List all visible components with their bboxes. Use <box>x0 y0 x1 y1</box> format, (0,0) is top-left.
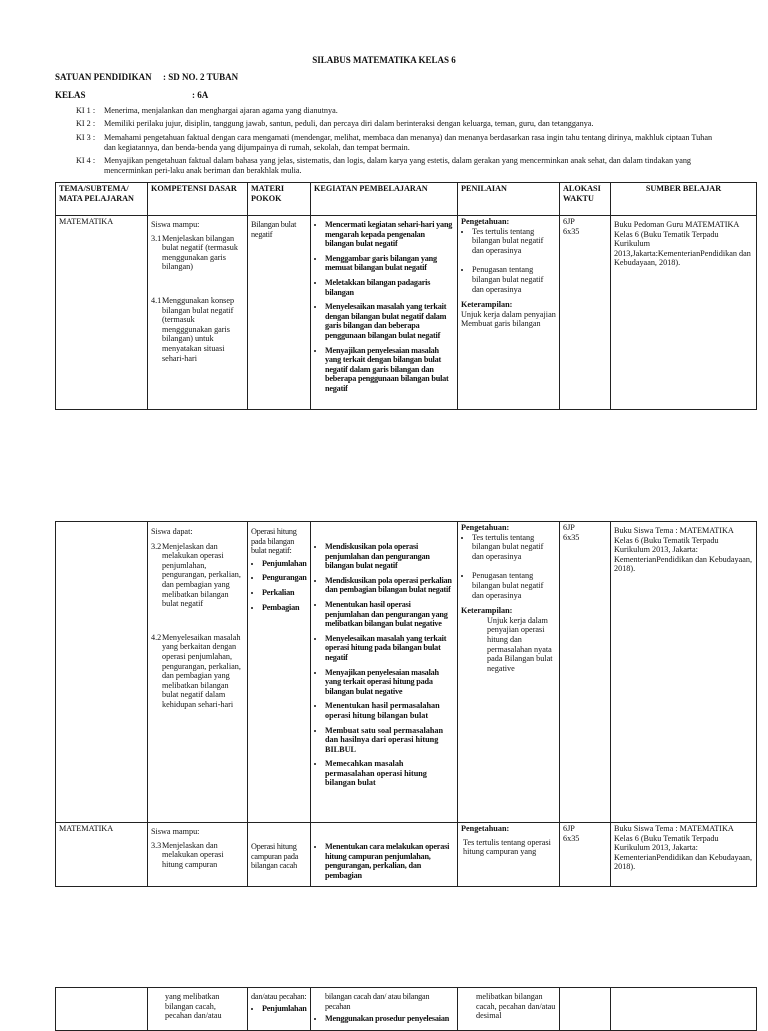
keterampilan-label: Keterampilan: <box>461 606 513 616</box>
kd-cell <box>148 823 248 887</box>
ki-3 <box>76 133 716 153</box>
kegiatan-item: • Menyajikan penyelesaian masalah yang terkait dengan bilangan bulat negatif dalam garis bilangan dan beberapa penggunaan bilangan bulat negatif <box>325 346 454 394</box>
kd-item <box>151 542 244 609</box>
kegiatan-item: • Menyelesaikan masalah yang terkait operasi hitung pada bilangan bulat negatif <box>325 634 454 663</box>
kd-cell <box>148 216 248 410</box>
table-row <box>56 216 757 410</box>
kegiatan-item: • Memecahkan masalah permasalahan operasi hitung bilangan bulat <box>325 759 454 788</box>
sumber-text: Buku Siswa Tema : MATEMATIKA Kelas 6 (Buku Tematik Terpadu Kurikulum 2013, Jakarta: KementerianPendidikan dan Kebudayaan, 2018). <box>614 824 753 872</box>
table-row <box>56 823 757 887</box>
pengetahuan-label: Pengetahuan: <box>461 217 510 226</box>
sumber-text: Buku Pedoman Guru MATEMATIKA Kelas 6 (Buku Tematik Terpadu Kurikulum 2013,Jakarta:KementerianPendidikan dan Kebudayaan, 2018). <box>614 220 751 268</box>
kd-text: yang melibatkan bilangan cacah, pecahan dan/atau <box>165 992 222 1021</box>
syllabus-table-1 <box>55 182 757 410</box>
materi-item: • Pengurangan <box>262 573 307 583</box>
ki-text: Memiliki perilaku jujur, disiplin, tanggung jawab, santun, peduli, dan percaya diri dalam berinteraksi dengan keluarga, teman, guru, dan tetangganya. <box>104 119 594 128</box>
kelas-label: KELAS <box>55 90 86 100</box>
materi-item: • Perkalian <box>262 588 307 598</box>
kegiatan-item: • Mendiskusikan pola operasi perkalian dan pembagian bilangan bulat negatif <box>325 576 454 595</box>
header-kompetensi: KOMPETENSI DASAR <box>148 183 248 216</box>
alokasi-jp: 6JP <box>563 824 575 833</box>
penilaian-cell <box>458 522 560 823</box>
penilaian-item: • Tes tertulis tentang bilangan bulat negatif dan operasinya <box>472 533 556 562</box>
kegiatan-item: • Menggunakan prosedur penyelesaian <box>325 1014 454 1024</box>
kd-cell <box>148 522 248 823</box>
alokasi-menit: 6x35 <box>563 833 580 843</box>
kegiatan-item: • Menentukan cara melakukan operasi hitung campuran penjumlahan, pengurangan, perkalian, dan pembagian <box>325 842 454 880</box>
kd-item <box>151 841 244 870</box>
keterampilan-text: Unjuk kerja dalam penyajian operasi hitung dan permasalahan nyata pada Bilangan bulat negative <box>487 615 553 673</box>
materi-text: Bilangan bulat negatif <box>251 220 297 239</box>
kelas-value: : 6A <box>192 90 209 100</box>
penilaian-cell <box>458 216 560 410</box>
kd-num: 3.1 <box>151 233 162 243</box>
kd-intro: Siswa mampu: <box>151 827 200 836</box>
kd-text: Menjelaskan bilangan bulat negatif (termasuk menggunakan garis bilangan) <box>162 233 238 272</box>
page-title: SILABUS MATEMATIKA KELAS 6 <box>312 55 456 65</box>
kd-intro: Siswa dapat: <box>151 527 193 536</box>
satuan-label: SATUAN PENDIDIKAN <box>55 72 152 82</box>
materi-item: • Penjumlahan <box>262 1004 307 1014</box>
kegiatan-item: • Menentukan hasil permasalahan operasi hitung bilangan bulat <box>325 701 454 720</box>
sumber-text: Buku Siswa Tema : MATEMATIKA Kelas 6 (Buku Tematik Terpadu Kurikulum 2013, Jakarta: KementerianPendidikan dan Kebudayaan, 2018). <box>614 526 753 574</box>
kd-num: 3.3 <box>151 840 162 850</box>
alokasi-jp: 6JP <box>563 523 575 532</box>
keterampilan-text: Unjuk kerja dalam penyajian <box>461 309 556 319</box>
alokasi-cell <box>560 823 611 887</box>
pengetahuan-label: Pengetahuan: <box>461 523 510 532</box>
penilaian-cell <box>458 823 560 887</box>
kd-num: 4.2 <box>151 632 162 642</box>
keterampilan-label: Keterampilan: <box>461 300 513 310</box>
kd-num: 4.1 <box>151 295 162 305</box>
sumber-cell <box>611 823 757 887</box>
penilaian-item: • Tes tertulis tentang bilangan bulat negatif dan operasinya <box>472 227 556 256</box>
penilaian-item: • Penugasan tentang bilangan bulat negatif dan operasinya <box>472 571 556 600</box>
materi-text: Operasi hitung pada bilangan bulat negatif: <box>251 527 297 556</box>
kegiatan-item: • Menyelesaikan masalah yang terkait dengan bilangan bulat negatif dalam garis bilangan dan beberapa penggunaan bilangan bulat negatif <box>325 302 454 340</box>
ki-1 <box>76 106 716 116</box>
penilaian-text: melibatkan bilangan cacah, pecahan dan/atau desimal <box>476 992 556 1021</box>
kegiatan-item: • Membuat satu soal permasalahan dan hasilnya dari operasi hitung BILBUL <box>325 726 454 755</box>
kegiatan-item: • Menentukan hasil operasi penjumlahan dan pengurangan yang melibatkan bilangan bulat negative <box>325 600 454 629</box>
syllabus-table-2 <box>55 521 757 887</box>
sumber-cell <box>611 522 757 823</box>
alokasi-cell <box>560 522 611 823</box>
table-row <box>56 522 757 823</box>
kd-text: Menggunakan konsep bilangan bulat negatif (termasuk mengggunakan garis bilangan) untuk menyatakan situasi sehari-hari <box>162 295 235 363</box>
ki-code: KI 1 : <box>76 106 96 115</box>
satuan-value: : SD NO. 2 TUBAN <box>163 72 239 82</box>
header-sumber: SUMBER BELAJAR <box>611 183 757 216</box>
materi-cell <box>248 823 311 887</box>
materi-item: • Penjumlahan <box>262 559 307 569</box>
ki-4 <box>76 156 716 176</box>
ki-text: Menyajikan pengetahuan faktual dalam bahasa yang jelas, sistematis, dan logis, dalam karya yang estetis, dalam gerakan yang mencerminkan anak sehat, dan dalam tindakan yang mencerminkan peri-laku anak beriman dan berakhlak mulia. <box>104 156 692 175</box>
kd-item <box>151 296 244 363</box>
ki-code: KI 2 : <box>76 119 96 128</box>
kegiatan-item: • Mendiskusikan pola operasi penjumlahan dan pengurangan bilangan bulat negatif <box>325 542 454 571</box>
ki-code: KI 3 : <box>76 133 96 142</box>
materi-item: • Pembagian <box>262 603 307 613</box>
kegiatan-cell <box>311 823 458 887</box>
kegiatan-text: bilangan cacah dan/ atau bilangan pecahan <box>325 992 430 1011</box>
alokasi-menit: 6x35 <box>563 532 580 542</box>
header-penilaian: PENILAIAN <box>458 183 560 216</box>
materi-cell <box>248 522 311 823</box>
pengetahuan-label: Pengetahuan: <box>461 824 510 833</box>
syllabus-table-3 <box>55 987 757 1031</box>
kd-num: 3.2 <box>151 541 162 551</box>
kd-item <box>151 234 244 272</box>
alokasi-jp: 6JP <box>563 217 575 226</box>
materi-text: dan/atau pecahan: <box>251 992 307 1001</box>
kelas <box>55 90 208 100</box>
tema-cell: MATEMATIKA <box>56 823 148 887</box>
header-tema: TEMA/SUBTEMA/ MATA PELAJARAN <box>56 183 148 216</box>
materi-cell <box>248 216 311 410</box>
kegiatan-item: • Menyajikan penyelesaian masalah yang terkait operasi hitung pada bilangan bulat negative <box>325 668 454 697</box>
kegiatan-cell <box>311 522 458 823</box>
alokasi-menit: 6x35 <box>563 226 580 236</box>
header-alokasi: ALOKASI WAKTU <box>560 183 611 216</box>
tema-cell: MATEMATIKA <box>56 216 148 410</box>
materi-text: Operasi hitung campuran pada bilangan cacah <box>251 842 299 871</box>
kegiatan-item: • Meletakkan bilangan padagaris bilangan <box>325 278 454 297</box>
kegiatan-item: • Mencermati kegiatan sehari-hari yang mengarah kepada pengenalan bilangan bulat negatif <box>325 220 454 249</box>
header-kegiatan: KEGIATAN PEMBELAJARAN <box>311 183 458 216</box>
ki-2 <box>76 119 716 129</box>
penilaian-item: • Penugasan tentang bilangan bulat negatif dan operasinya <box>472 265 556 294</box>
ki-text: Menerima, menjalankan dan menghargai ajaran agama yang dianutnya. <box>104 106 338 115</box>
kd-text: Menjelaskan dan melakukan operasi penjumlahan, pengurangan, perkalian, dan pembagian yang melibatkan bilangan bulat negatif <box>162 541 241 609</box>
keterampilan-text-2: Membuat garis bilangan <box>461 319 541 329</box>
kd-intro: Siswa mampu: <box>151 220 200 229</box>
penilaian-text: Tes tertulis tentang operasi hitung campuran yang <box>463 837 551 857</box>
tema-cell <box>56 522 148 823</box>
kd-text: Menjelaskan dan melakukan operasi hitung campuran <box>162 840 224 869</box>
kegiatan-item: • Menggambar garis bilangan yang memuat bilangan bulat negatif <box>325 254 454 273</box>
kd-text: Menyelesaikan masalah yang berkaitan dengan operasi penjumlahan, pengurangan, perkalian, dan pembagian yang melibatkan bilangan bulat negatif dalam kehidupan sehari-hari <box>162 632 241 709</box>
alokasi-cell <box>560 216 611 410</box>
ki-code: KI 4 : <box>76 156 96 165</box>
sumber-cell <box>611 216 757 410</box>
satuan-pendidikan <box>55 72 238 82</box>
kd-item <box>151 633 244 710</box>
kegiatan-cell <box>311 216 458 410</box>
ki-text: Memahami pengetahuan faktual dengan cara mengamati (mendengar, melihat, membaca dan menanya) dan menanya berdasarkan rasa ingin tahu tentang dirinya, makhluk ciptaan Tuhan dan kegiatannya, dan benda-benda yang dijumpainya di rumah, sekolah, dan tempat bermain. <box>104 133 713 152</box>
header-materi: MATERI POKOK <box>248 183 311 216</box>
